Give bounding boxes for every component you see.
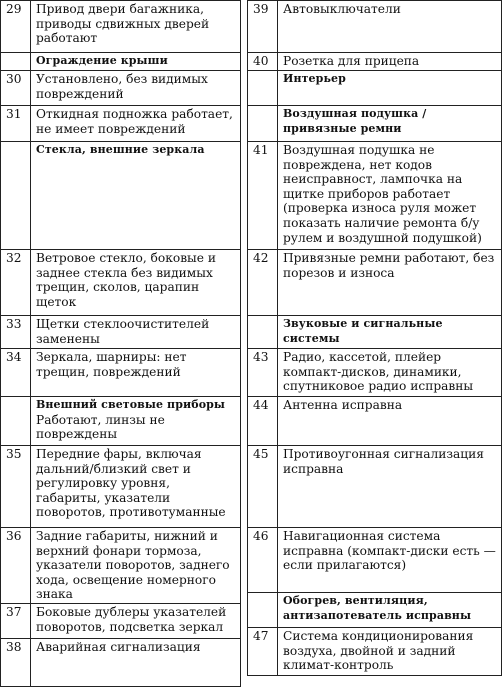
section-heading: Воздушная подушка / привязные ремни [283,107,427,135]
item-text: Боковые дублеры указателей поворотов, подсветка зеркал [36,604,227,634]
item-text: Работают, линзы не повреждены [36,412,165,442]
item-number [248,593,278,628]
item-number: 42 [248,250,278,316]
checklist-row [248,250,502,316]
checklist-row [248,71,502,106]
section-cell [31,53,241,71]
checklist-row [1,638,241,686]
item-text: Установлено, без видимых повреждений [36,72,208,101]
item-description [31,349,241,397]
checklist-row [1,142,241,250]
item-number: 29 [1,1,31,53]
item-description [31,1,241,53]
item-description [31,106,241,142]
item-text: Откидная подножка работает, не имеет повреждений [36,107,233,136]
checklist-row [248,53,502,71]
item-number: 39 [248,1,278,53]
item-text: Аварийная сигнализация [36,639,201,654]
item-number: 33 [1,316,31,349]
checklist-row [1,53,241,71]
item-number [248,106,278,142]
item-number: 41 [248,142,278,250]
item-description [278,1,502,53]
item-number: 34 [1,349,31,397]
checklist-row [248,1,502,53]
item-description [31,446,241,528]
checklist-row [1,71,241,106]
section-heading: Стекла, внешние зеркала [36,143,205,156]
checklist-row [248,628,502,676]
checklist-row [1,316,241,349]
section-cell [278,316,502,349]
section-cell [278,593,502,628]
checklist-row [248,142,502,250]
item-description [278,446,502,528]
item-number: 47 [248,628,278,676]
item-description [278,397,502,446]
checklist-row [248,316,502,349]
item-description [31,603,241,638]
item-description [31,250,241,316]
item-description [278,528,502,593]
item-number: 38 [1,638,31,686]
item-number [248,316,278,349]
item-number: 37 [1,603,31,638]
checklist-row [248,593,502,628]
item-text: Задние габариты, нижний и верхний фонари тормоза, указатели поворотов, заднего хода, освещение номерного знака [36,529,230,602]
section-cell [278,106,502,142]
checklist-row [248,106,502,142]
section-heading: Внешний световые приборы [36,398,226,411]
item-number: 31 [1,106,31,142]
checklist-row [1,349,241,397]
checklist-row [1,397,241,446]
checklist-row [1,250,241,316]
item-description [278,53,502,71]
item-text: Передние фары, включая дальний/близкий свет и регулировку уровня, габариты, указатели поворотов, противотуманные [36,447,226,520]
item-number: 32 [1,250,31,316]
item-number [1,53,31,71]
checklist-row [248,349,502,397]
item-number: 30 [1,71,31,106]
item-description [31,638,241,686]
item-text: Система кондиционирования воздуха, двойной и задний климат-контроль [283,629,474,673]
item-text: Воздушная подушка не повреждена, нет кодов неисправност, лампочка на щитке приборов работает (проверка износа руля может показать наличие ремонта б/у рулем и воздушной подушкой) [283,143,482,245]
item-text: Радио, кассетой, плейер компакт-дисков, динамики, спутниковое радио исправны [283,350,474,394]
item-number: 45 [248,446,278,528]
item-text: Автовыключатели [283,2,401,16]
item-description [278,250,502,316]
item-text: Навигационная система исправна (компакт-диски есть — если прилагаются) [283,529,496,573]
item-text: Ветровое стекло, боковые и заднее стекла без видимых трещин, сколов, царапин щеток [36,251,216,309]
item-number: 40 [248,53,278,71]
item-number: 36 [1,528,31,604]
item-text: Привод двери багажника, приводы сдвижных дверей работают [36,2,210,46]
item-description [31,71,241,106]
item-description [278,349,502,397]
item-number: 43 [248,349,278,397]
item-text: Зеркала, шарниры: нет трещин, повреждений [36,350,187,379]
item-number [1,142,31,250]
checklist-row [248,446,502,528]
item-description [278,142,502,250]
item-description [31,528,241,604]
section-cell [31,397,241,446]
item-text: Противоугонная сигнализация исправна [283,447,484,476]
checklist-row [1,1,241,53]
item-text: Щетки стеклоочистителей заменены [36,317,210,346]
item-description [278,628,502,676]
checklist-row [1,603,241,638]
item-number: 35 [1,446,31,528]
item-number: 46 [248,528,278,593]
checklist-row [248,397,502,446]
checklist-row [1,106,241,142]
item-number [1,397,31,446]
checklist-row [1,446,241,528]
section-heading: Обогрев, вентиляция, антизапотеватель исправны [283,594,472,622]
checklist-row [248,528,502,593]
section-cell [278,71,502,106]
section-heading: Интерьер [283,72,346,85]
item-text: Розетка для прицепа [283,54,420,68]
checklist-left-table [0,0,241,687]
checklist-row [1,528,241,604]
section-heading: Ограждение крыши [36,54,168,67]
section-cell [31,142,241,250]
item-text: Антенна исправна [283,398,403,412]
item-description [31,316,241,349]
item-number [248,71,278,106]
checklist-right-table [247,0,502,676]
item-text: Привязные ремни работают, без порезов и износа [283,251,495,280]
item-number: 44 [248,397,278,446]
section-heading: Звуковые и сигнальные системы [283,317,443,345]
